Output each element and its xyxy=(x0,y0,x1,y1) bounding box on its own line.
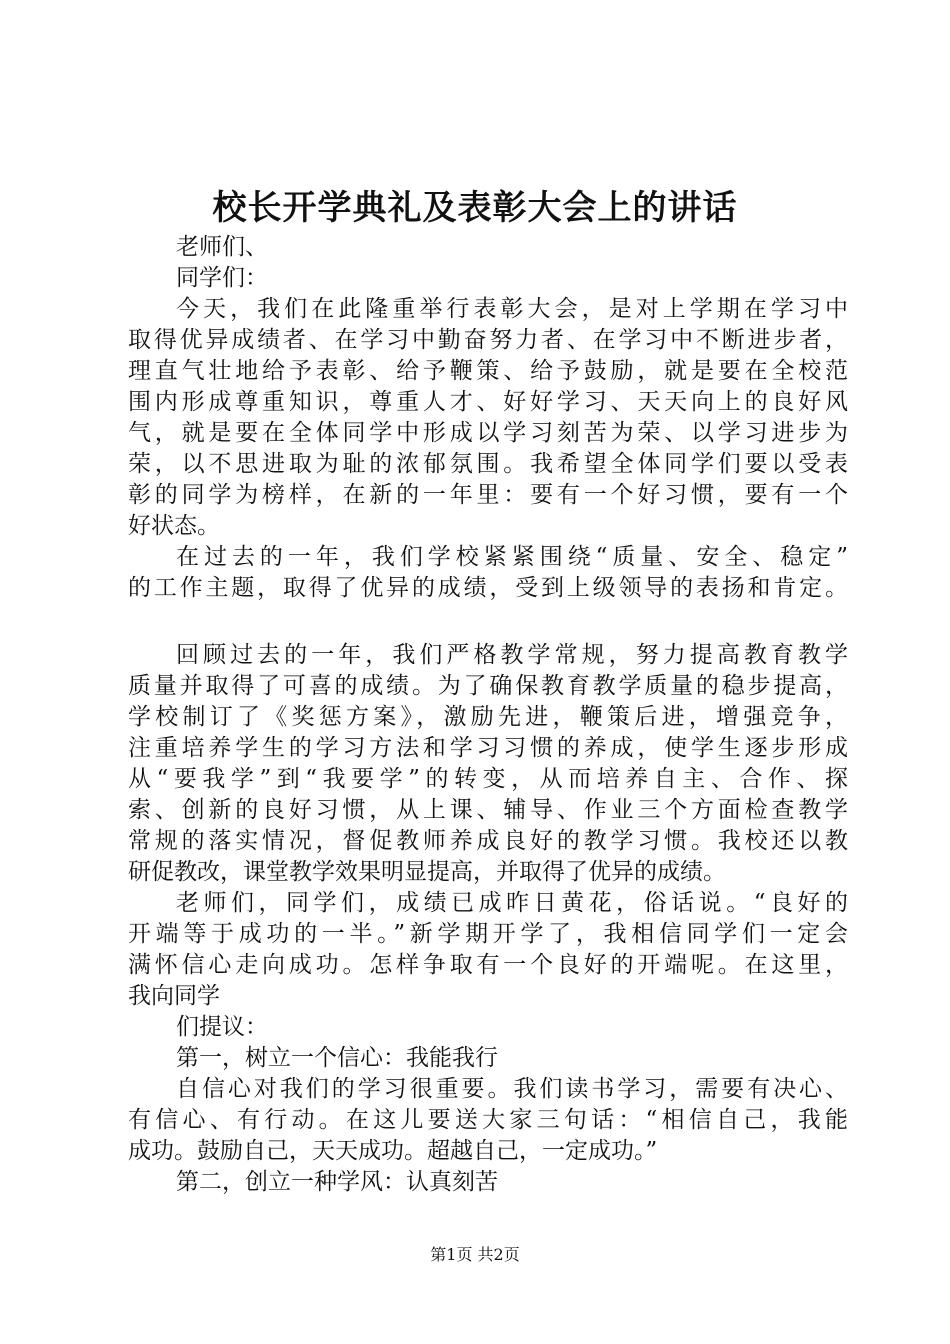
paragraph-line: 们提议： xyxy=(176,1014,268,1040)
paragraph-line: 满怀信心走向成功。怎样争取有一个良好的开端呢。在这里， xyxy=(128,952,848,978)
paragraph-line: 索、创新的良好习惯，从上课、辅导、作业三个方面检查教学 xyxy=(128,797,848,823)
paragraph-line: 取得优异成绩者、在学习中勤奋努力者、在学习中不断进步者， xyxy=(128,327,848,353)
paragraph-line: 彰的同学为榜样，在新的一年里：要有一个好习惯，要有一个 xyxy=(128,482,848,508)
document-title: 校长开学典礼及表彰大会上的讲话 xyxy=(212,188,738,228)
paragraph-line: 老师们，同学们，成绩已成昨日黄花，俗话说。“良好的 xyxy=(176,890,848,916)
paragraph-line: 气，就是要在全体同学中形成以学习刻苦为荣、以学习进步为 xyxy=(128,420,848,446)
paragraph-line: 研促教改，课堂教学效果明显提高，并取得了优异的成绩。 xyxy=(128,859,726,885)
section-heading: 第二，创立一种学风：认真刻苦 xyxy=(176,1169,498,1195)
document-body xyxy=(128,232,848,1198)
page-number-footer: 第1页 共2页 xyxy=(430,1245,520,1264)
paragraph-line: 理直气壮地给予表彰、给予鞭策、给予鼓励，就是要在全校范 xyxy=(128,358,848,384)
salutation-line: 老师们、 xyxy=(176,234,268,260)
paragraph-line: 质量并取得了可喜的成绩。为了确保教育教学质量的稳步提高， xyxy=(128,673,848,699)
salutation-line: 同学们： xyxy=(176,265,268,291)
paragraph-line: 有信心、有行动。在这儿要送大家三句话：“相信自己，我能 xyxy=(128,1107,848,1133)
paragraph-line: 自信心对我们的学习很重要。我们读书学习，需要有决心、 xyxy=(176,1076,848,1102)
paragraph-line: 在过去的一年，我们学校紧紧围绕“质量、安全、稳定” xyxy=(176,544,848,570)
section-heading: 第一，树立一个信心：我能我行 xyxy=(176,1045,498,1071)
paragraph-line: 开端等于成功的一半。”新学期开学了，我相信同学们一定会 xyxy=(128,921,848,947)
paragraph-line: 好状态。 xyxy=(128,513,220,539)
paragraph-line: 注重培养学生的学习方法和学习习惯的养成，使学生逐步形成 xyxy=(128,735,848,761)
paragraph-line: 今天，我们在此隆重举行表彰大会，是对上学期在学习中 xyxy=(176,296,848,322)
paragraph-line: 回顾过去的一年，我们严格教学常规，努力提高教育教学 xyxy=(176,642,848,668)
paragraph-line: 的工作主题，取得了优异的成绩，受到上级领导的表扬和肯定。 xyxy=(128,575,848,601)
paragraph-line: 常规的落实情况，督促教师养成良好的教学习惯。我校还以教 xyxy=(128,828,848,854)
paragraph-gap xyxy=(128,604,848,640)
paragraph-line: 成功。鼓励自己，天天成功。超越自己，一定成功。” xyxy=(128,1138,658,1164)
paragraph-line: 我向同学 xyxy=(128,983,220,1009)
paragraph-line: 学校制订了《奖惩方案》，激励先进，鞭策后进，增强竞争， xyxy=(128,704,848,730)
paragraph-line: 从“要我学”到“我要学”的转变，从而培养自主、合作、探 xyxy=(128,766,848,792)
paragraph-line: 荣，以不思进取为耻的浓郁氛围。我希望全体同学们要以受表 xyxy=(128,451,848,477)
paragraph-line: 围内形成尊重知识，尊重人才、好好学习、天天向上的良好风 xyxy=(128,389,848,415)
